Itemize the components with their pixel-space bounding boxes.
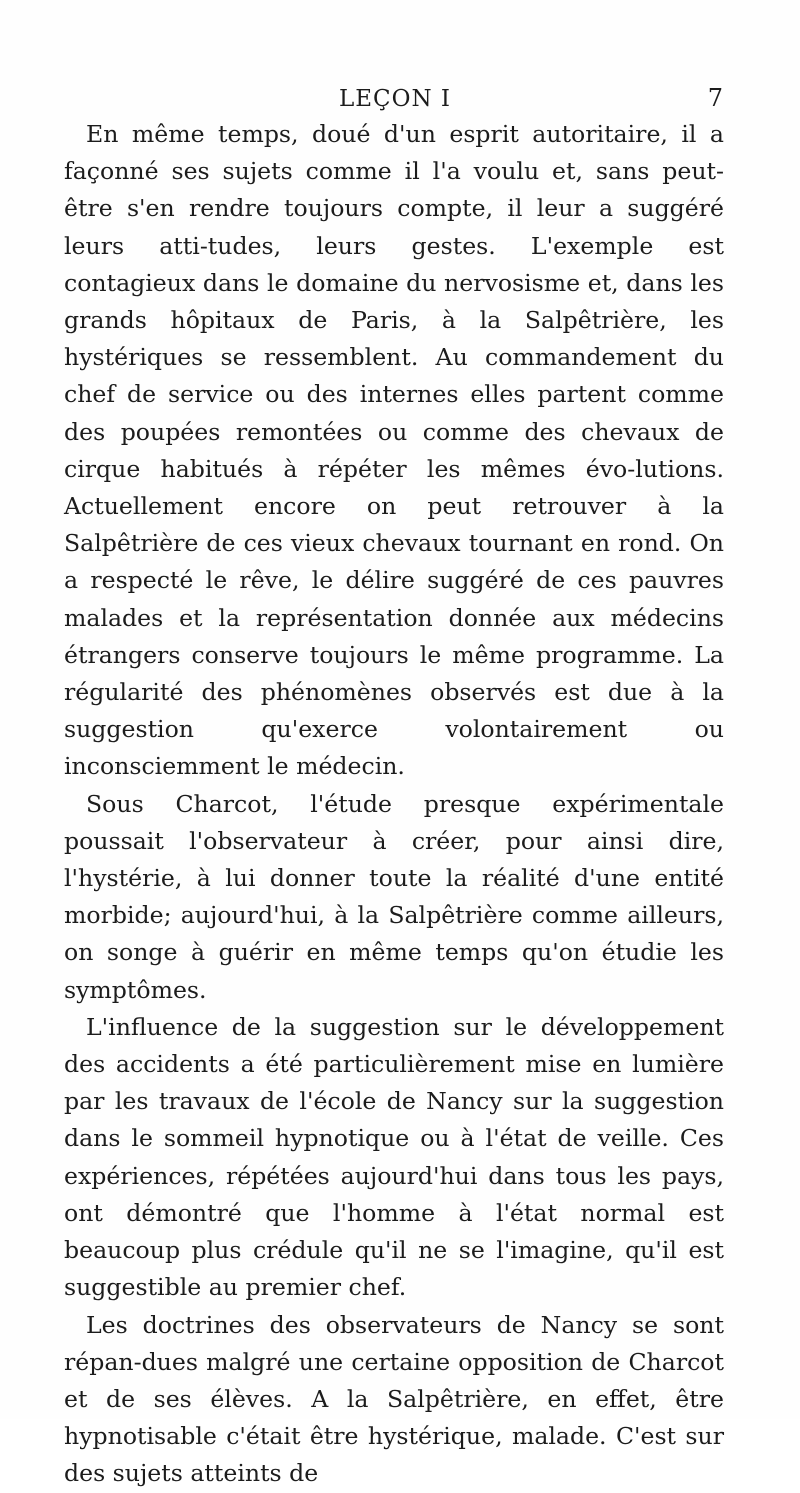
- paragraph: Les doctrines des observateurs de Nancy se sont répan-dues malgré une certaine opposition de Charcot et de ses élèves. A la Salpêtrière, en effet, être hypnotisable c'était être hystérique, malade. C'est sur des sujets atteints de: [64, 1310, 724, 1488]
- chapter-title: LEÇON I: [338, 86, 452, 112]
- paragraph: L'influence de la suggestion sur le développement des accidents a été particulièrement mise en lumière par les travaux de l'école de Nancy sur la suggestion dans le sommeil hypnotique ou à l'état de veille. Ces expériences, répétées aujourd'hui dans tous les pays, ont démontré que l'homme à l'état normal est beaucoup plus crédule qu'il ne se l'imagine, qu'il est suggestible au premier chef.: [64, 1012, 724, 1302]
- page-number: 7: [707, 84, 724, 112]
- body-text: [64, 116, 724, 1493]
- running-header: [66, 86, 724, 116]
- paragraph: Sous Charcot, l'étude presque expérimentale poussait l'observateur à créer, pour ainsi dire, l'hystérie, à lui donner toute la réalité d'une entité morbide; aujourd'hui, à la Salpêtrière comme ailleurs, on songe à guérir en même temps qu'on étudie les symptômes.: [64, 789, 724, 1004]
- paragraph: En même temps, doué d'un esprit autoritaire, il a façonné ses sujets comme il l'a voulu et, sans peut-être s'en rendre toujours compte, il leur a suggéré leurs atti-tudes, leurs gestes. L'exemple est contagieux dans le domaine du nervosisme et, dans les grands hôpitaux de Paris, à la Salpêtrière, les hystériques se ressemblent. Au commandement du chef de service ou des internes elles partent comme des poupées remontées ou comme des chevaux de cirque habitués à répéter les mêmes évo-lutions. Actuellement encore on peut retrouver à la Salpêtrière de ces vieux chevaux tournant en rond. On a respecté le rêve, le délire suggéré de ces pauvres malades et la représentation donnée aux médecins étrangers conserve toujours le même programme. La régularité des phénomènes observés est due à la suggestion qu'exerce volontairement ou inconsciemment le médecin.: [64, 120, 724, 781]
